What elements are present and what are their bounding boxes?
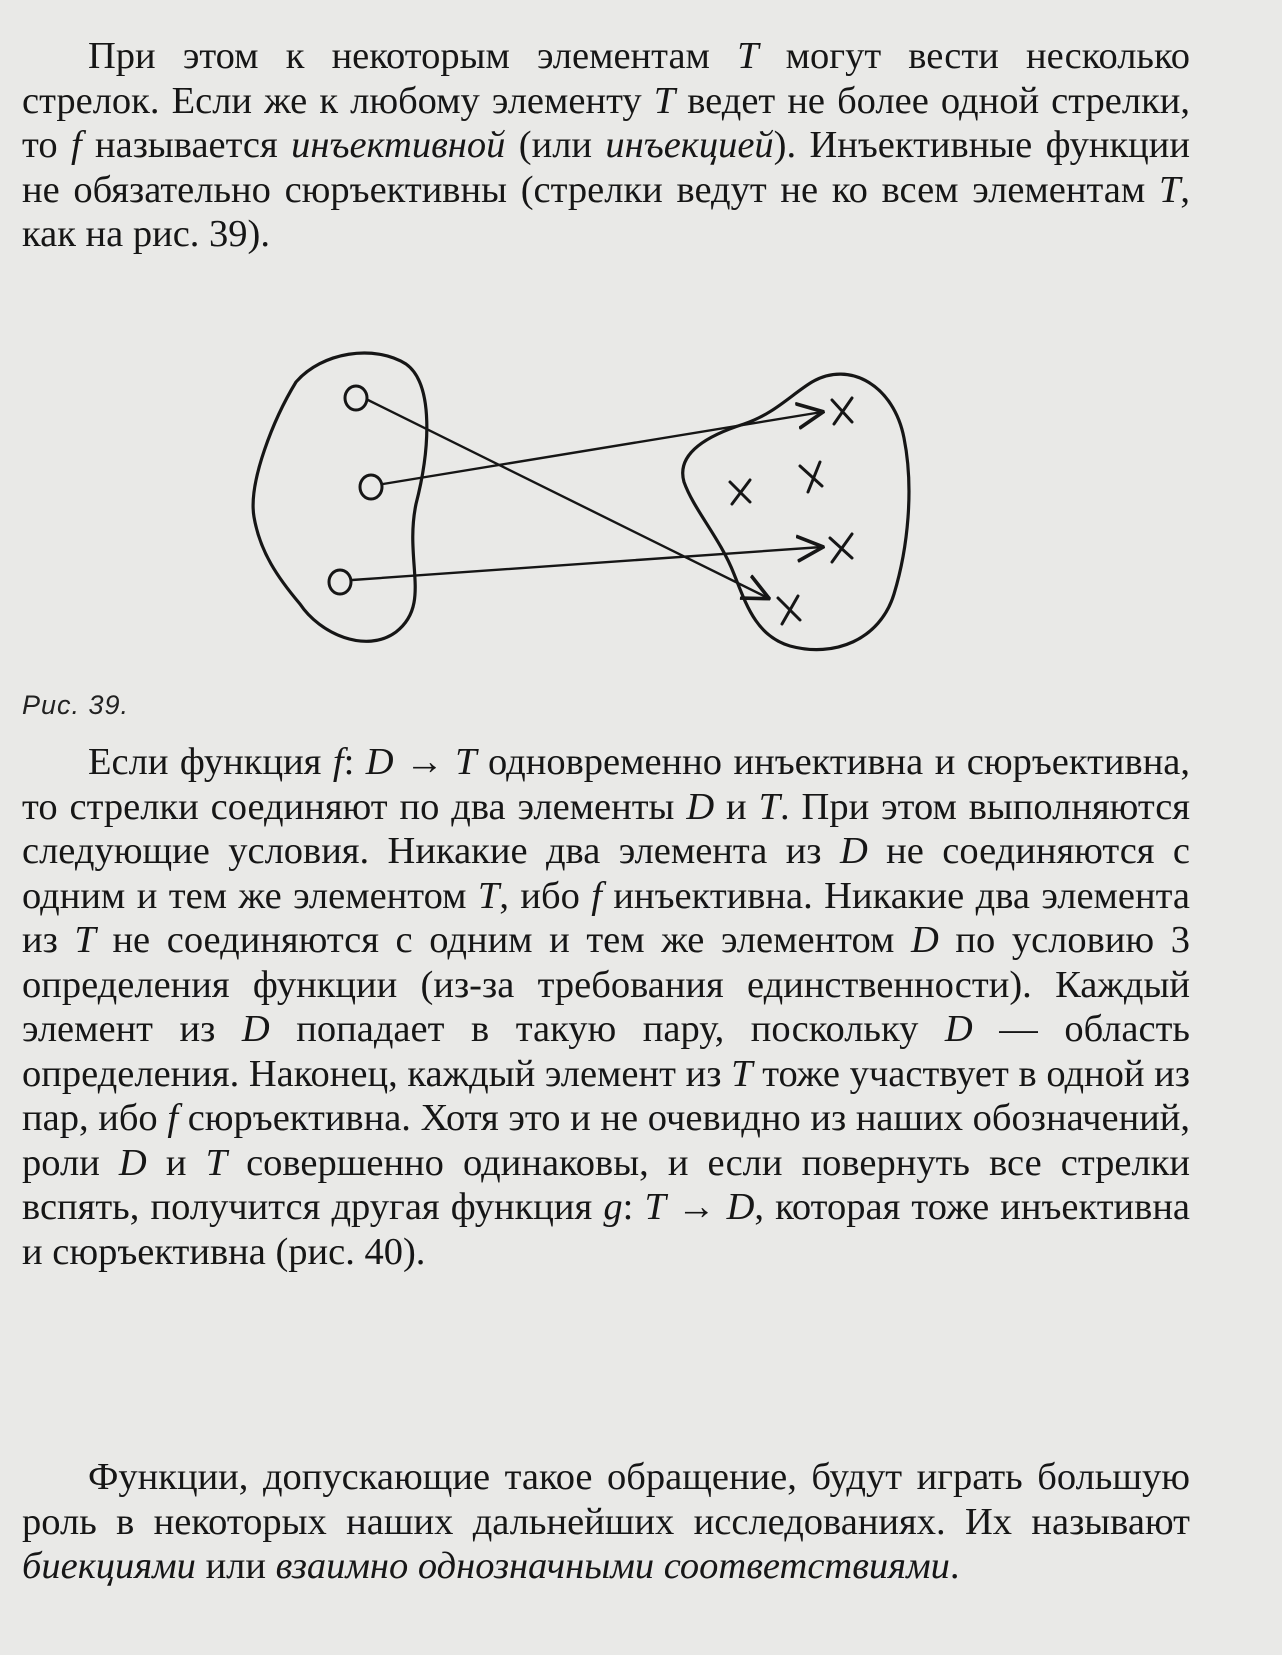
- arrow-symbol: →: [665, 1186, 727, 1228]
- math-var: T: [74, 919, 96, 961]
- text-run: и: [714, 785, 759, 828]
- text-run: . При этом выполняются следующие условия. Никакие два элемента из: [22, 785, 1190, 872]
- text-run: или: [195, 1545, 276, 1587]
- math-var: g: [603, 1186, 623, 1228]
- figure-caption: Рис. 39.: [22, 690, 130, 720]
- codomain-element-5: [778, 596, 800, 624]
- math-var: D: [726, 1186, 755, 1228]
- text-run: не соединяются с одним и тем же элементом: [95, 919, 911, 961]
- domain-element-1: [345, 386, 367, 410]
- math-var: T: [1158, 168, 1181, 211]
- text-run: — область определения. Наконец, каждый элемент из: [22, 1008, 1190, 1095]
- text-run: , которая тоже инъективна и сюръективна (рис. 40).: [22, 1186, 1191, 1273]
- math-var: D: [839, 830, 868, 872]
- text-run: Функции, допускающие такое обращение, будут играть большую роль в некоторых наших дальнейших исследованиях. Их называют: [22, 1456, 1190, 1543]
- codomain-element-1: [832, 398, 852, 424]
- text-run: ). Инъективные функции не обязательно сюръективны (стрелки ведут не ко всем элементам: [22, 124, 1190, 211]
- math-var: f: [167, 1097, 179, 1139]
- codomain-element-4: [830, 534, 852, 562]
- text-run: попадает в такую пару, поскольку: [269, 1008, 945, 1050]
- math-var: D: [118, 1141, 147, 1184]
- paragraph-injective: [22, 34, 1190, 257]
- math-var: T: [455, 741, 477, 783]
- emphasis-term: инъекцией: [605, 124, 774, 166]
- text-run: по условию 3 определения функции (из-за требования единственности). Каждый элемент из: [22, 919, 1191, 1050]
- math-var: T: [758, 785, 780, 828]
- emphasis-term: инъективной: [291, 124, 506, 166]
- mapping-arrow-2: [383, 412, 822, 484]
- math-var: T: [653, 79, 676, 122]
- math-var: f: [70, 124, 82, 166]
- figure-39-diagram: [22, 342, 1190, 682]
- text-run: :: [343, 741, 366, 783]
- text-run: При этом к некоторым элементам: [88, 35, 738, 77]
- domain-element-3: [329, 570, 351, 594]
- math-var: D: [365, 741, 394, 783]
- math-var: f: [591, 874, 602, 917]
- text-run: и: [146, 1141, 206, 1184]
- codomain-element-3: [800, 462, 822, 492]
- domain-set-outline: [253, 353, 427, 641]
- text-run: .: [949, 1545, 960, 1587]
- text-run: ведет не более одной стрелки, то: [22, 79, 1191, 166]
- text-run: называется: [81, 124, 292, 166]
- math-var: T: [205, 1141, 227, 1184]
- text-run: одновременно инъективна и сюръективна, то стрелки соединяют по два элементы: [22, 741, 1191, 828]
- text-run: Если функция: [88, 741, 333, 783]
- text-run: (или: [505, 124, 606, 166]
- text-run: могут вести несколько стрелок. Если же к любому элементу: [22, 35, 1190, 122]
- math-var: T: [477, 874, 500, 917]
- text-run: , ибо: [499, 874, 592, 917]
- mapping-diagram: [22, 342, 1190, 682]
- math-var: f: [332, 741, 344, 783]
- emphasis-term: биекциями: [22, 1545, 196, 1587]
- math-var: D: [686, 785, 715, 828]
- math-var: T: [644, 1186, 666, 1228]
- domain-element-2: [360, 475, 382, 499]
- paragraph-bijective-conditions: [22, 740, 1190, 1274]
- text-run: сюръективна. Хотя это и не очевидно из наших обозначений, роли: [22, 1097, 1191, 1184]
- math-var: D: [241, 1008, 270, 1050]
- codomain-element-2: [730, 480, 750, 504]
- text-run: :: [622, 1186, 645, 1228]
- text-run: тоже участвует в одной из пар, ибо: [22, 1052, 1190, 1139]
- arrow-symbol: →: [393, 741, 456, 783]
- text-run: , как на рис. 39).: [22, 168, 1190, 255]
- text-run: инъективна. Никакие два элемента из: [22, 874, 1190, 961]
- text-run: не соединяются с одним и тем же элементом: [22, 830, 1190, 917]
- book-page: [22, 22, 1190, 1632]
- mapping-arrow-3: [352, 547, 822, 580]
- math-var: D: [910, 919, 939, 961]
- emphasis-term: взаимно однозначными соответствиями: [275, 1545, 950, 1587]
- paragraph-bijections: [22, 1455, 1190, 1589]
- math-var: D: [944, 1008, 973, 1050]
- math-var: T: [731, 1052, 753, 1095]
- math-var: T: [737, 35, 759, 77]
- text-run: совершенно одинаковы, и если повернуть все стрелки вспять, получится другая функция: [22, 1141, 1191, 1228]
